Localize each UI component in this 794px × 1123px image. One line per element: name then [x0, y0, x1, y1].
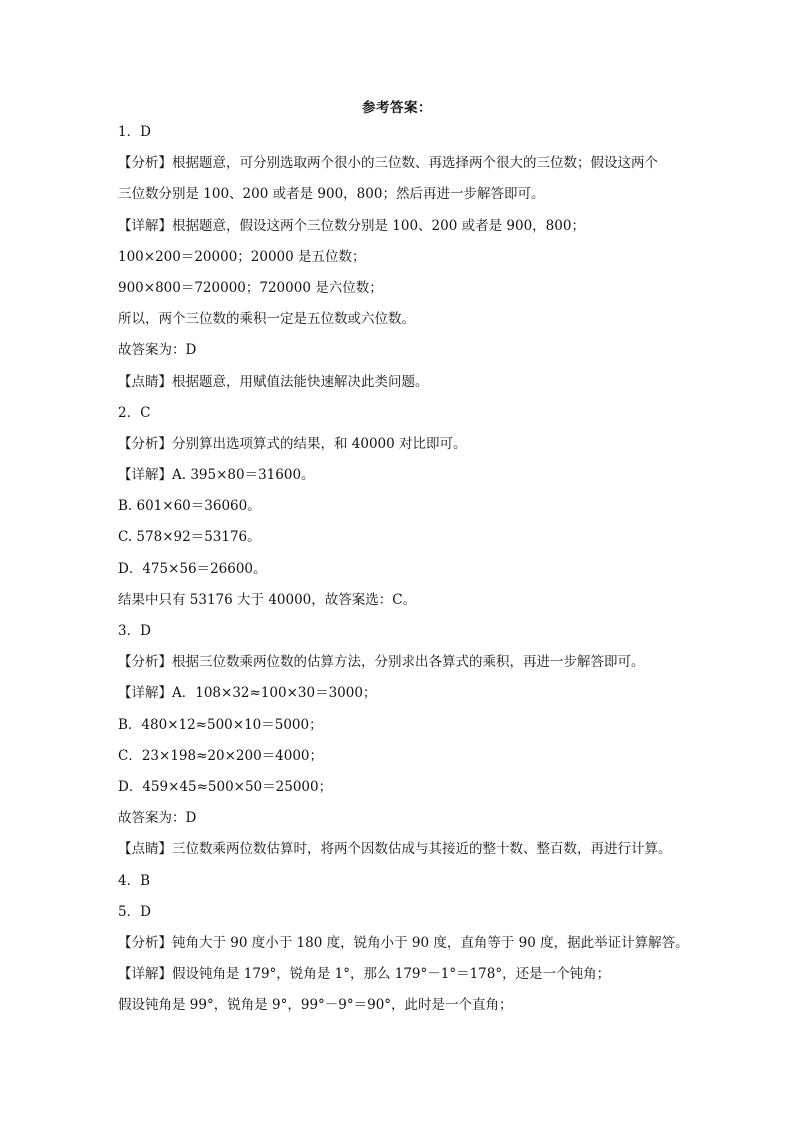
text-line: 【详解】假设钝角是 179°，锐角是 1°，那么 179°－1°＝178°，还是一个钝角；: [118, 966, 611, 983]
text-line: B. 601×60＝36060。: [118, 498, 261, 515]
text-line: B．480×12≈500×10＝5000；: [118, 716, 323, 733]
text-line: 5．D: [118, 903, 151, 920]
text-line: 所以，两个三位数的乘积一定是五位数或六位数。: [118, 311, 415, 328]
text-line: 假设钝角是 99°，锐角是 9°，99°－9°＝90°，此时是一个直角；: [118, 997, 513, 1014]
text-line: 【分析】根据三位数乘两位数的估算方法，分别求出各算式的乘积，再进一步解答即可。: [118, 654, 645, 671]
text-line: C．23×198≈20×200＝4000；: [118, 747, 324, 764]
text-line: 【详解】根据题意，假设这两个三位数分别是 100、200 或者是 900，800；: [118, 217, 585, 234]
text-line: 100×200＝20000；20000 是五位数；: [118, 248, 366, 265]
text-line: 故答案为：D: [118, 810, 197, 827]
text-line: 【分析】分别算出选项算式的结果，和 40000 对比即可。: [118, 435, 467, 452]
text-line: C. 578×92＝53176。: [118, 529, 261, 546]
text-line: 故答案为：D: [118, 342, 197, 359]
text-line: D．475×56＝26600。: [118, 560, 267, 577]
text-line: 900×800＝720000；720000 是六位数；: [118, 279, 383, 296]
text-line: 【点睛】根据题意，用赋值法能快速解决此类问题。: [118, 373, 429, 390]
text-line: 4．B: [118, 872, 151, 889]
text-line: 1．D: [118, 124, 151, 140]
text-line: 【详解】A．108×32≈100×30＝3000；: [118, 685, 377, 702]
text-line: D．459×45≈500×50＝25000；: [118, 778, 333, 795]
text-line: 【分析】钝角大于 90 度小于 180 度，锐角小于 90 度，直角等于 90 度，据此举证计算解答。: [118, 934, 689, 951]
answer-text-block: [118, 122, 698, 1026]
page-title: 参考答案：: [362, 100, 432, 116]
text-line: 【详解】A. 395×80＝31600。: [118, 467, 315, 484]
text-line: 2．C: [118, 404, 151, 421]
text-line: 3．D: [118, 623, 151, 639]
text-line: 三位数分别是 100、200 或者是 900，800；然后再进一步解答即可。: [118, 186, 545, 203]
text-line: 【分析】根据题意，可分别选取两个很小的三位数、再选择两个很大的三位数；假设这两个: [118, 155, 658, 172]
text-line: 结果中只有 53176 大于 40000，故答案选：C。: [118, 591, 417, 608]
text-line: 【点睛】三位数乘两位数估算时，将两个因数估成与其接近的整十数、整百数，再进行计算。: [118, 841, 672, 858]
